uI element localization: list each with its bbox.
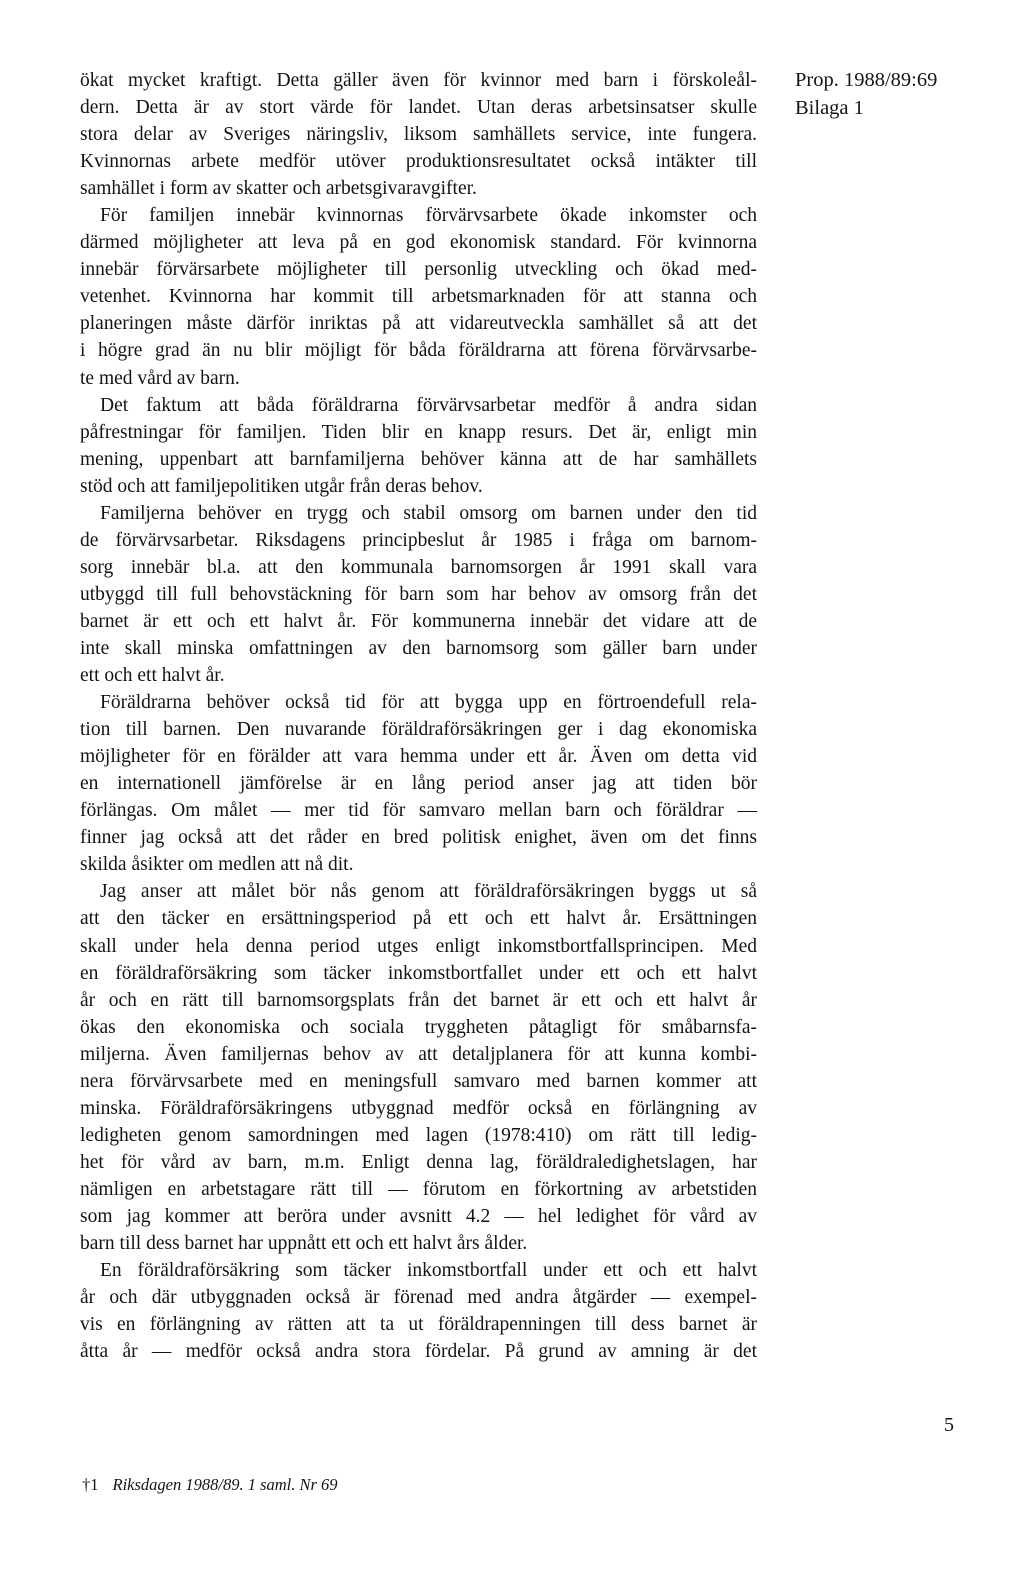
- text-line: planeringen måste därför inriktas på att vidareutveckla samhället så att det: [80, 313, 757, 335]
- text-line: samhället i form av skatter och arbetsgivaravgifter.: [80, 178, 477, 200]
- text-line: ökas den ekonomiska och sociala tryggheten påtagligt för småbarnsfa-: [80, 1016, 757, 1038]
- text-line: tion till barnen. Den nuvarande föräldraförsäkringen ger i dag ekonomiska: [80, 719, 757, 741]
- text-line: te med vård av barn.: [80, 367, 240, 389]
- text-line: stora delar av Sveriges näringsliv, liksom samhällets service, inte fungera.: [80, 124, 757, 146]
- text-line: förlängas. Om målet — mer tid för samvaro mellan barn och föräldrar —: [80, 800, 757, 822]
- text-line: därmed möjligheter att leva på en god ekonomisk standard. För kvinnorna: [80, 232, 757, 254]
- text-line: Föräldrarna behöver också tid för att bygga upp en förtroendefull rela-: [100, 692, 757, 714]
- text-line: påfrestningar för familjen. Tiden blir en knapp resurs. Det är, enligt min: [80, 421, 757, 443]
- text-line: i högre grad än nu blir möjligt för båda föräldrarna att förena förvärvsarbe-: [80, 340, 757, 362]
- text-line: mening, uppenbart att barnfamiljerna behöver känna att de har samhällets: [80, 448, 757, 470]
- text-line: en internationell jämförelse är en lång period anser jag att tiden bör: [80, 773, 757, 795]
- proposition-reference: [795, 66, 937, 122]
- text-line: minska. Föräldraförsäkringens utbyggnad medför också en förlängning av: [80, 1097, 757, 1119]
- text-line: år och en rätt till barnomsorgsplats från det barnet är ett och ett halvt år: [80, 989, 757, 1011]
- text-line: som jag kommer att beröra under avsnitt 4.2 — hel ledighet för vård av: [80, 1205, 757, 1227]
- page-number: 5: [944, 1414, 954, 1436]
- text-line: inte skall minska omfattningen av den barnomsorg som gäller barn under: [80, 637, 757, 659]
- footer-reference: Riksdagen 1988/89. 1 saml. Nr 69: [112, 1475, 338, 1494]
- text-line: Familjerna behöver en trygg och stabil omsorg om barnen under den tid: [100, 502, 757, 524]
- text-line: nämligen en arbetstagare rätt till — förutom en förkortning av arbetstiden: [80, 1178, 757, 1200]
- text-line: dern. Detta är av stort värde för landet. Utan deras arbetsinsatser skulle: [80, 97, 757, 119]
- text-line: barn till dess barnet har uppnått ett och ett halvt års ålder.: [80, 1233, 528, 1255]
- appendix-label: Bilaga 1: [795, 97, 864, 119]
- text-line: vetenhet. Kvinnorna har kommit till arbetsmarknaden för att stanna och: [80, 286, 757, 308]
- text-line: möjligheter för en förälder att vara hemma under ett år. Även om detta vid: [80, 746, 757, 768]
- text-line: miljerna. Även familjernas behov av att detaljplanera för att kunna kombi-: [80, 1043, 757, 1065]
- text-line: skall under hela denna period utges enligt inkomstbortfallsprincipen. Med: [80, 935, 757, 957]
- text-line: finner jag också att det råder en bred politisk enighet, även om det finns: [80, 827, 757, 849]
- text-line: För familjen innebär kvinnornas förvärvsarbete ökade inkomster och: [100, 205, 757, 227]
- text-line: åtta år — medför också andra stora fördelar. På grund av amning är det: [80, 1341, 757, 1363]
- text-line: år och där utbyggnaden också är förenad med andra åtgärder — exempel-: [80, 1287, 757, 1309]
- text-line: ledigheten genom samordningen med lagen (1978:410) om rätt till ledig-: [80, 1124, 757, 1146]
- text-line: ökat mycket kraftigt. Detta gäller även för kvinnor med barn i förskoleål-: [80, 70, 757, 91]
- text-line: ett och ett halvt år.: [80, 665, 225, 687]
- text-line: barnet är ett och ett halvt år. För kommunerna innebär det vidare att de: [80, 610, 757, 632]
- text-line: het för vård av barn, m.m. Enligt denna lag, föräldraledighetslagen, har: [80, 1151, 757, 1173]
- text-line: skilda åsikter om medlen att nå dit.: [80, 854, 354, 876]
- text-line: de förvärvsarbetar. Riksdagens principbeslut år 1985 i fråga om barnom-: [80, 529, 757, 551]
- text-line: innebär förvärsarbete möjligheter till personlig utveckling och ökad med-: [80, 259, 757, 281]
- text-line: utbyggd till full behovstäckning för barn som har behov av omsorg från det: [80, 583, 757, 605]
- text-line: Kvinnornas arbete medför utöver produktionsresultatet också intäkter till: [80, 151, 757, 173]
- text-line: nera förvärvsarbete med en meningsfull samvaro med barnen kommer att: [80, 1070, 757, 1092]
- proposition-number: Prop. 1988/89:69: [795, 69, 938, 91]
- text-line: sorg innebär bl.a. att den kommunala barnomsorgen år 1991 skall vara: [80, 556, 757, 578]
- text-line: stöd och att familjepolitiken utgår från deras behov.: [80, 475, 483, 497]
- body-text: [80, 67, 757, 1365]
- text-line: en föräldraförsäkring som täcker inkomstbortfallet under ett och ett halvt: [80, 962, 757, 984]
- footer-mark: †1: [82, 1475, 99, 1494]
- text-line: vis en förlängning av rätten att ta ut föräldrapenningen till dess barnet är: [80, 1314, 757, 1336]
- text-line: En föräldraförsäkring som täcker inkomstbortfall under ett och ett halvt: [100, 1260, 757, 1282]
- text-line: Det faktum att båda föräldrarna förvärvsarbetar medför å andra sidan: [100, 394, 757, 416]
- text-line: Jag anser att målet bör nås genom att föräldraförsäkringen byggs ut så: [100, 881, 757, 903]
- footer: [82, 1474, 338, 1496]
- text-line: att den täcker en ersättningsperiod på ett och ett halvt år. Ersättningen: [80, 908, 757, 930]
